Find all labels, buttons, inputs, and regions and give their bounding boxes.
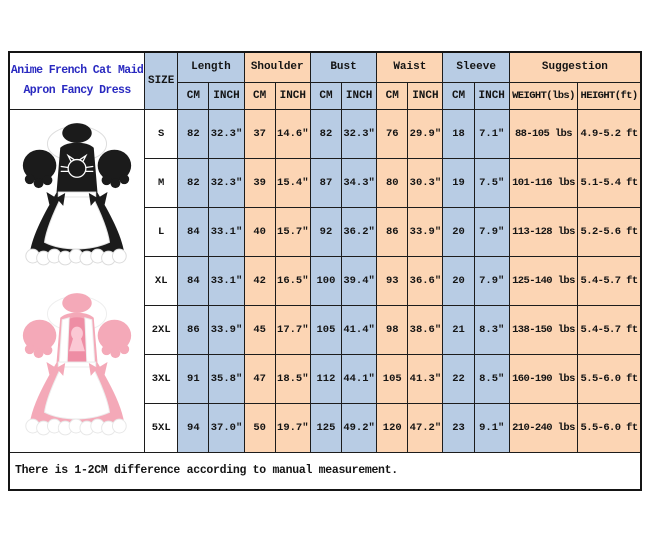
bust-cm-cell: 112 bbox=[310, 354, 341, 403]
shoulder-cm-cell: 42 bbox=[244, 256, 275, 305]
shoulder-cm-cell: 37 bbox=[244, 109, 275, 158]
height-cell: 5.4-5.7 ft bbox=[578, 305, 641, 354]
shoulder-inch-cell: 15.7″ bbox=[275, 207, 310, 256]
table-row-s bbox=[9, 109, 641, 158]
waist-inch-cell: 47.2″ bbox=[408, 403, 443, 452]
length-inch-cell: 33.9″ bbox=[209, 305, 244, 354]
sleeve-inch-cell: 7.9″ bbox=[474, 256, 509, 305]
shoulder-inch-cell: 18.5″ bbox=[275, 354, 310, 403]
length-cm-cell: 84 bbox=[178, 256, 209, 305]
bust-cm-cell: 92 bbox=[310, 207, 341, 256]
length-inch-cell: 35.8″ bbox=[209, 354, 244, 403]
length-inch-cell: 37.0″ bbox=[209, 403, 244, 452]
sleeve-inch-cell: 9.1″ bbox=[474, 403, 509, 452]
waist-group-header: Waist bbox=[377, 52, 443, 82]
length-cm-cell: 94 bbox=[178, 403, 209, 452]
length-cm-cell: 82 bbox=[178, 158, 209, 207]
shoulder-cm-cell: 39 bbox=[244, 158, 275, 207]
product-title-line1: Anime French Cat Maid bbox=[10, 63, 144, 77]
size-cell: 3XL bbox=[145, 354, 178, 403]
sleeve-cm-cell: 19 bbox=[443, 158, 474, 207]
bust-inch-cell: 41.4″ bbox=[342, 305, 377, 354]
height-header: HEIGHT(ft) bbox=[578, 82, 641, 109]
waist-inch-cell: 30.3″ bbox=[408, 158, 443, 207]
sleeve-inch-header: INCH bbox=[474, 82, 509, 109]
weight-cell: 138-150 lbs bbox=[509, 305, 577, 354]
waist-cm-cell: 93 bbox=[377, 256, 408, 305]
sleeve-cm-cell: 20 bbox=[443, 256, 474, 305]
sleeve-cm-cell: 22 bbox=[443, 354, 474, 403]
waist-cm-cell: 105 bbox=[377, 354, 408, 403]
sleeve-inch-cell: 8.5″ bbox=[474, 354, 509, 403]
bust-inch-cell: 49.2″ bbox=[342, 403, 377, 452]
bust-inch-cell: 39.4″ bbox=[342, 256, 377, 305]
height-cell: 5.2-5.6 ft bbox=[578, 207, 641, 256]
shoulder-inch-header: INCH bbox=[275, 82, 310, 109]
length-inch-cell: 33.1″ bbox=[209, 207, 244, 256]
length-cm-cell: 84 bbox=[178, 207, 209, 256]
weight-header: WEIGHT(lbs) bbox=[509, 82, 577, 109]
sleeve-inch-cell: 7.5″ bbox=[474, 158, 509, 207]
height-cell: 5.5-6.0 ft bbox=[578, 403, 641, 452]
bust-cm-cell: 87 bbox=[310, 158, 341, 207]
size-chart-sheet bbox=[8, 51, 642, 491]
bust-inch-cell: 32.3″ bbox=[342, 109, 377, 158]
sleeve-cm-cell: 18 bbox=[443, 109, 474, 158]
shoulder-cm-cell: 50 bbox=[244, 403, 275, 452]
pink-cat-maid-dress-image bbox=[13, 281, 141, 451]
size-cell: XL bbox=[145, 256, 178, 305]
sleeve-inch-cell: 7.9″ bbox=[474, 207, 509, 256]
suggestion-group-header: Suggestion bbox=[509, 52, 641, 82]
shoulder-cm-cell: 47 bbox=[244, 354, 275, 403]
bust-cm-cell: 105 bbox=[310, 305, 341, 354]
length-cm-cell: 91 bbox=[178, 354, 209, 403]
size-cell: S bbox=[145, 109, 178, 158]
shoulder-cm-cell: 40 bbox=[244, 207, 275, 256]
sleeve-cm-cell: 23 bbox=[443, 403, 474, 452]
waist-cm-cell: 76 bbox=[377, 109, 408, 158]
product-image-stack bbox=[10, 111, 144, 451]
product-title bbox=[9, 52, 145, 109]
shoulder-cm-header: CM bbox=[244, 82, 275, 109]
bust-cm-cell: 100 bbox=[310, 256, 341, 305]
waist-cm-cell: 98 bbox=[377, 305, 408, 354]
waist-cm-cell: 86 bbox=[377, 207, 408, 256]
sleeve-inch-cell: 7.1″ bbox=[474, 109, 509, 158]
shoulder-inch-cell: 17.7″ bbox=[275, 305, 310, 354]
length-inch-header: INCH bbox=[209, 82, 244, 109]
bust-cm-cell: 125 bbox=[310, 403, 341, 452]
bust-cm-header: CM bbox=[310, 82, 341, 109]
bust-group-header: Bust bbox=[310, 52, 376, 82]
weight-cell: 160-190 lbs bbox=[509, 354, 577, 403]
length-group-header: Length bbox=[178, 52, 244, 82]
bust-inch-header: INCH bbox=[342, 82, 377, 109]
product-images-cell bbox=[9, 109, 145, 452]
size-cell: 5XL bbox=[145, 403, 178, 452]
weight-cell: 210-240 lbs bbox=[509, 403, 577, 452]
waist-cm-cell: 120 bbox=[377, 403, 408, 452]
measurement-note: There is 1-2CM difference according to manual measurement. bbox=[9, 452, 641, 490]
sleeve-cm-cell: 21 bbox=[443, 305, 474, 354]
length-cm-header: CM bbox=[178, 82, 209, 109]
sleeve-cm-header: CM bbox=[443, 82, 474, 109]
length-inch-cell: 32.3″ bbox=[209, 158, 244, 207]
weight-cell: 113-128 lbs bbox=[509, 207, 577, 256]
note-row bbox=[9, 452, 641, 490]
weight-cell: 125-140 lbs bbox=[509, 256, 577, 305]
waist-inch-cell: 38.6″ bbox=[408, 305, 443, 354]
shoulder-inch-cell: 19.7″ bbox=[275, 403, 310, 452]
bust-cm-cell: 82 bbox=[310, 109, 341, 158]
shoulder-group-header: Shoulder bbox=[244, 52, 310, 82]
sleeve-inch-cell: 8.3″ bbox=[474, 305, 509, 354]
shoulder-inch-cell: 15.4″ bbox=[275, 158, 310, 207]
waist-cm-cell: 80 bbox=[377, 158, 408, 207]
black-cat-maid-dress-image bbox=[13, 111, 141, 281]
weight-cell: 88-105 lbs bbox=[509, 109, 577, 158]
bust-inch-cell: 44.1″ bbox=[342, 354, 377, 403]
shoulder-inch-cell: 14.6″ bbox=[275, 109, 310, 158]
size-cell: L bbox=[145, 207, 178, 256]
height-cell: 4.9-5.2 ft bbox=[578, 109, 641, 158]
waist-inch-header: INCH bbox=[408, 82, 443, 109]
length-inch-cell: 33.1″ bbox=[209, 256, 244, 305]
size-column-header: SIZE bbox=[145, 52, 178, 109]
weight-cell: 101-116 lbs bbox=[509, 158, 577, 207]
waist-inch-cell: 33.9″ bbox=[408, 207, 443, 256]
waist-cm-header: CM bbox=[377, 82, 408, 109]
size-chart-table bbox=[8, 51, 642, 491]
sleeve-cm-cell: 20 bbox=[443, 207, 474, 256]
sleeve-group-header: Sleeve bbox=[443, 52, 509, 82]
length-cm-cell: 82 bbox=[178, 109, 209, 158]
height-cell: 5.4-5.7 ft bbox=[578, 256, 641, 305]
length-cm-cell: 86 bbox=[178, 305, 209, 354]
length-inch-cell: 32.3″ bbox=[209, 109, 244, 158]
waist-inch-cell: 29.9″ bbox=[408, 109, 443, 158]
size-cell: M bbox=[145, 158, 178, 207]
bust-inch-cell: 36.2″ bbox=[342, 207, 377, 256]
size-cell: 2XL bbox=[145, 305, 178, 354]
shoulder-inch-cell: 16.5″ bbox=[275, 256, 310, 305]
product-title-line2: Apron Fancy Dress bbox=[23, 83, 131, 97]
bust-inch-cell: 34.3″ bbox=[342, 158, 377, 207]
waist-inch-cell: 41.3″ bbox=[408, 354, 443, 403]
height-cell: 5.5-6.0 ft bbox=[578, 354, 641, 403]
height-cell: 5.1-5.4 ft bbox=[578, 158, 641, 207]
waist-inch-cell: 36.6″ bbox=[408, 256, 443, 305]
shoulder-cm-cell: 45 bbox=[244, 305, 275, 354]
